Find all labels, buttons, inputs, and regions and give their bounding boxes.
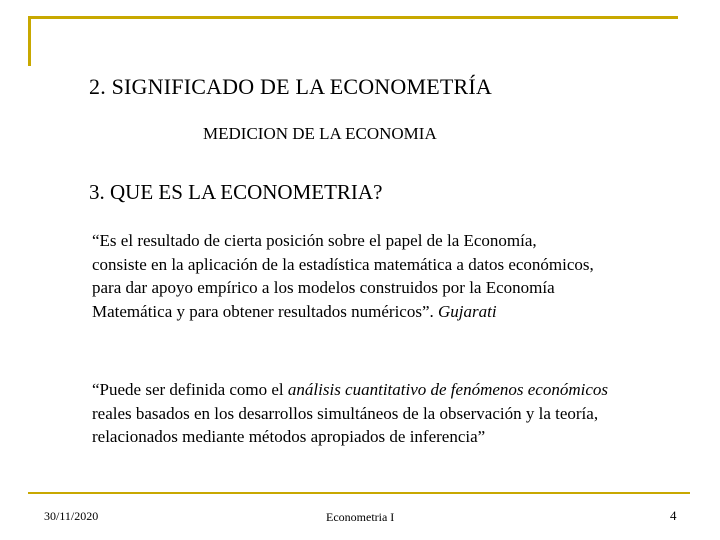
frame-left-rule <box>28 16 31 66</box>
footer-title: Econometria I <box>326 510 395 524</box>
quote-gujarati-line-1: “Es el resultado de cierta posición sobre el papel de la Economía, <box>92 231 537 250</box>
footer-rule <box>28 492 690 494</box>
quote-gujarati-line-3: para dar apoyo empírico a los modelos construidos por la Economía <box>92 278 555 297</box>
quote-definition-line-1 <box>92 378 608 402</box>
quote-definition-line-1-text: “Puede ser definida como el <box>92 380 288 399</box>
quote-gujarati-line-4-text: Matemática y para obtener resultados numéricos”. <box>92 301 439 321</box>
quote-definition-emphasis: análisis cuantitativo de fenómenos económicos <box>287 380 609 399</box>
quote-gujarati-line-4 <box>92 300 594 324</box>
section-heading-significado: 2. SIGNIFICADO DE LA ECONOMETRÍA <box>89 74 493 99</box>
subheading-medicion: MEDICION DE LA ECONOMIA <box>203 124 437 143</box>
quote-gujarati-line-2: consiste en la aplicación de la estadística matemática a datos económicos, <box>92 254 594 274</box>
quote-definition-line-2: reales basados en los desarrollos simultáneos de la observación y la teoría, <box>92 403 599 423</box>
quote-author: Gujarati <box>438 301 497 321</box>
quote-definition <box>92 378 608 449</box>
quote-definition-line-3: relacionados mediante métodos apropiados de inferencia” <box>92 427 486 446</box>
section-heading-que-es: 3. QUE ES LA ECONOMETRIA? <box>89 180 383 204</box>
footer-date: 30/11/2020 <box>44 509 99 523</box>
page-number: 4 <box>670 508 677 523</box>
quote-gujarati <box>92 229 594 323</box>
frame-top-rule <box>28 16 678 19</box>
